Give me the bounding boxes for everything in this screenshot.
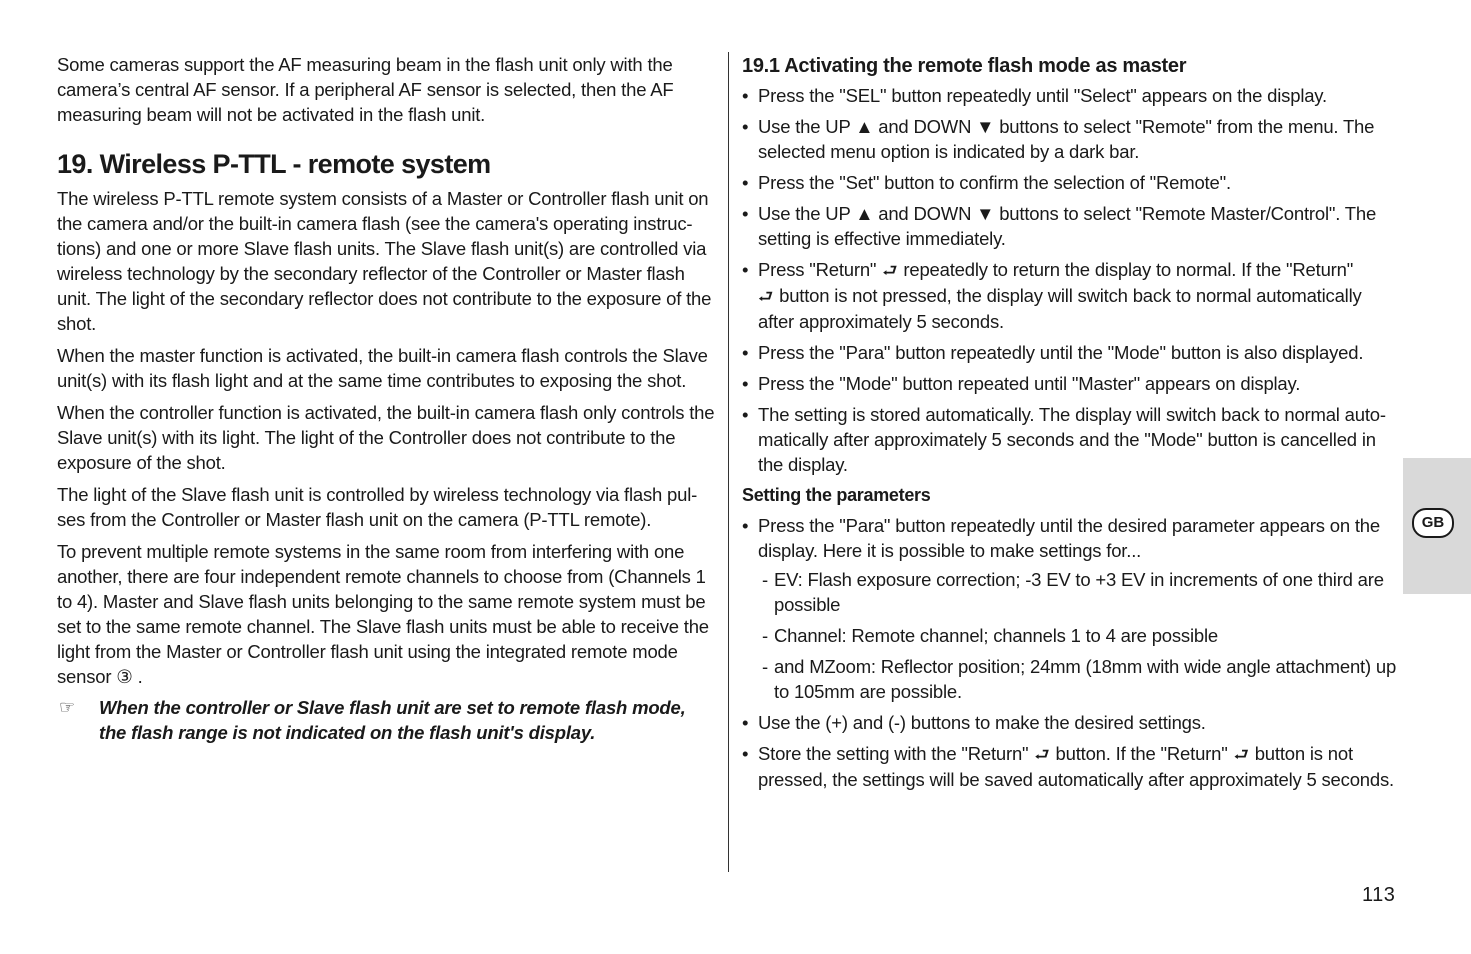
parameter-item: - and MZoom: Reflector position; 24mm (18mm with wide angle attachment) up to 105mm are possible.	[758, 654, 1400, 704]
intro-paragraph: Some cameras support the AF measuring beam in the flash unit only with the camera’s central AF sensor. If a peripheral AF sensor is selected, then the AF measuring beam will not be activated in the flash unit.	[57, 54, 674, 125]
list-item: • Press the "Set" button to confirm the selection of "Remote".	[742, 170, 1400, 195]
return-icon: ⮐	[882, 261, 898, 280]
body-paragraph: The light of the Slave flash unit is controlled by wireless technology via flash pul-ses from the Controller or Master flash unit on the camera (P-TTL remote).	[57, 484, 698, 530]
left-column	[57, 52, 717, 745]
list-item-text: repeatedly to return the display to normal. If the "Return"	[903, 259, 1354, 280]
list-item-text: Store the setting with the "Return"	[758, 743, 1029, 764]
list-item-text: button is not pressed, the settings will be saved automatically after approximately 5 seconds.	[758, 743, 1394, 790]
list-item-text: button. If the "Return"	[1055, 743, 1228, 764]
body-paragraph: When the controller function is activated, the built-in camera flash only controls the Slave unit(s) with its light. The light of the Controller does not contribute to the exposure of the shot.	[57, 402, 715, 473]
list-item: • Press the "Para" button repeatedly until the "Mode" button is also displayed.	[742, 340, 1400, 365]
section-heading: 19. Wireless P-TTL - remote system	[57, 149, 491, 179]
list-item: • Use the UP ▲ and DOWN ▼ buttons to select "Remote Master/Control". The setting is effective immediately.	[742, 201, 1400, 251]
column-divider	[728, 52, 729, 872]
return-icon: ⮐	[1034, 745, 1050, 764]
list-item: • Press the "Mode" button repeated until "Master" appears on display.	[742, 371, 1400, 396]
body-paragraph: To prevent multiple remote systems in the same room from interfering with one another, there are four independent remote channels to choose from (Channels 1 to 4). Master and Slave flash units belonging to the same remote system must be set to the same remote channel. The Slave flash units must be able to receive the light from the Master or Controller flash unit using the integrated remote mode sensor ③ .	[57, 541, 709, 687]
list-item-text: Press "Return"	[758, 259, 877, 280]
language-badge: GB	[1412, 508, 1454, 538]
list-item: • Use the (+) and (-) buttons to make the desired settings.	[742, 710, 1400, 735]
parameter-item: - Channel: Remote channel; channels 1 to 4 are possible	[758, 623, 1400, 648]
pointing-hand-icon: ☞	[59, 697, 75, 717]
parameters-list	[742, 513, 1400, 792]
language-tab	[1403, 458, 1471, 594]
list-item: • Use the UP ▲ and DOWN ▼ buttons to select "Remote" from the menu. The selected menu option is indicated by a dark bar.	[742, 114, 1400, 164]
list-item	[742, 741, 1400, 792]
subsection-heading: 19.1 Activating the remote flash mode as master	[742, 55, 1187, 77]
return-icon: ⮐	[1233, 745, 1249, 764]
list-item: • Press the "SEL" button repeatedly until "Select" appears on the display.	[742, 83, 1400, 108]
note-text: When the controller or Slave flash unit are set to remote flash mode, the flash range is not indicated on the flash unit's display.	[99, 697, 686, 743]
return-icon: ⮐	[758, 287, 774, 306]
list-item	[742, 257, 1400, 334]
list-item	[742, 513, 1400, 704]
body-paragraph: The wireless P-TTL remote system consists of a Master or Controller flash unit on the camera and/or the built-in camera flash (see the camera's operating instruc-tions) and one or more Slave flash units. The Slave flash unit(s) are controlled via wireless technology by the secondary reflector of the Controller or Master flash unit. The light of the secondary reflector does not contribute to the exposure of the shot.	[57, 188, 712, 334]
body-paragraph: When the master function is activated, the built-in camera flash controls the Slave unit(s) with its flash light and at the same time contributes to exposing the shot.	[57, 345, 708, 391]
list-item-text: Press the "Para" button repeatedly until the desired parameter appears on the display. Here it is possible to make settings for...	[758, 515, 1380, 561]
steps-list	[742, 83, 1400, 477]
parameter-sublist	[758, 567, 1400, 704]
parameter-item: - EV: Flash exposure correction; -3 EV to +3 EV in increments of one third are possible	[758, 567, 1400, 617]
parameters-heading: Setting the parameters	[742, 485, 931, 505]
right-column	[742, 52, 1400, 798]
note	[57, 695, 717, 745]
list-item-text: button is not pressed, the display will switch back to normal automatically after approximately 5 seconds.	[758, 285, 1362, 332]
page-number: 113	[1362, 884, 1396, 906]
list-item: • The setting is stored automatically. The display will switch back to normal auto-matically after approximately 5 seconds and the "Mode" button is cancelled in the display.	[742, 402, 1400, 477]
